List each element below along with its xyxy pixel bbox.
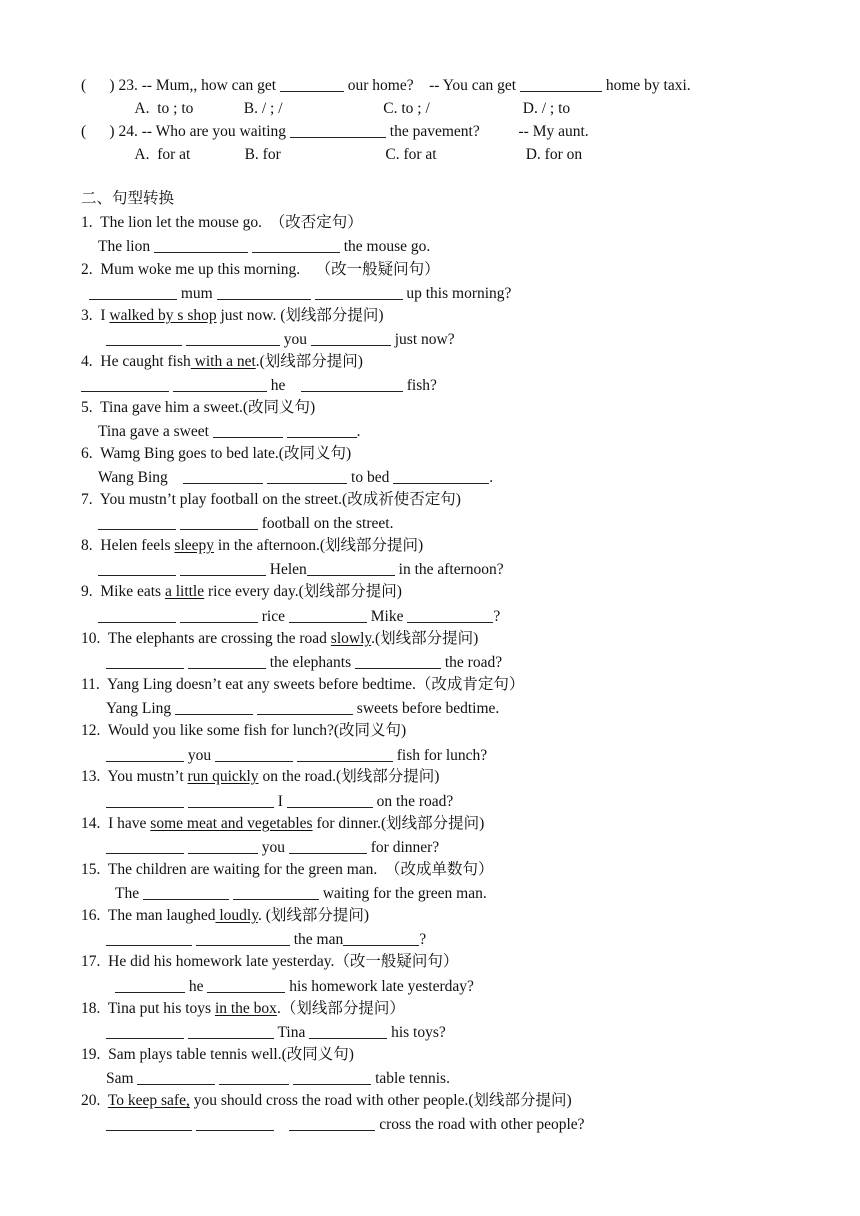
underlined-phrase: some meat and vegetables — [150, 815, 313, 832]
line-text: you — [257, 839, 289, 856]
answer-blank[interactable] — [115, 978, 185, 993]
answer-blank[interactable] — [180, 561, 266, 576]
answer-blank[interactable] — [180, 608, 258, 623]
item-line-a8 — [98, 561, 504, 579]
line-text: mum — [177, 285, 217, 302]
answer-blank[interactable] — [137, 1070, 215, 1085]
line-text: the man — [289, 931, 344, 948]
line-text: our home? -- You can get — [343, 77, 520, 94]
line-text: 6. Wamg Bing goes to bed late.(改同义句) — [81, 445, 352, 462]
line-text: A. to ; to B. / ; / C. to ; / D. / ; to — [81, 100, 571, 117]
answer-blank[interactable] — [393, 469, 489, 484]
item-line-q7 — [81, 491, 461, 509]
item-line-q17 — [81, 953, 458, 971]
line-text: Yang Ling — [106, 700, 176, 717]
answer-blank[interactable] — [98, 561, 176, 576]
line-text: 14. I have — [81, 815, 151, 832]
item-line-a2 — [89, 285, 511, 303]
line-text: Helen — [265, 561, 307, 578]
item-line-a4 — [81, 377, 437, 395]
underlined-phrase: a little — [164, 583, 205, 600]
answer-blank[interactable] — [106, 747, 184, 762]
answer-blank[interactable] — [106, 654, 184, 669]
line-text: 8. Helen feels — [81, 537, 175, 554]
line-text: 13. You mustn’t — [81, 768, 188, 785]
line-text: . — [356, 423, 361, 440]
answer-blank[interactable] — [287, 423, 357, 438]
item-line-a15 — [115, 885, 487, 903]
item-line-q15 — [81, 861, 494, 879]
line-text: on the road.(划线部分提问) — [258, 768, 440, 785]
line-text: up this morning? — [402, 285, 512, 302]
line-text: 5. Tina gave him a sweet.(改同义句) — [81, 399, 316, 416]
item-line-q1 — [81, 214, 363, 232]
answer-blank[interactable] — [98, 608, 176, 623]
answer-blank[interactable] — [309, 1024, 387, 1039]
line-text: home by taxi. — [601, 77, 691, 94]
item-line-q8 — [81, 537, 423, 555]
line-text: ? — [419, 931, 427, 948]
underlined-phrase: slowly — [330, 630, 372, 647]
line-text: ? — [493, 608, 501, 625]
line-text: sweets before bedtime. — [352, 700, 500, 717]
item-line-q2 — [81, 261, 440, 279]
line-text: in the afternoon? — [394, 561, 504, 578]
item-line-q12 — [81, 722, 406, 740]
answer-blank[interactable] — [307, 561, 395, 576]
answer-blank[interactable] — [207, 978, 285, 993]
answer-blank[interactable] — [289, 1116, 375, 1131]
line-text: you — [184, 747, 215, 764]
item-line-a1 — [98, 238, 430, 256]
line-text: 1. The lion let the mouse go. （改否定句） — [81, 214, 363, 231]
line-text: 3. I — [81, 307, 110, 324]
line-text: 11. Yang Ling doesn’t eat any sweets before bedtime.（改成肯定句） — [81, 676, 525, 693]
item-line-q19 — [81, 1046, 354, 1064]
answer-blank[interactable] — [289, 839, 367, 854]
line-text: 15. The children are waiting for the green man. （改成单数句） — [81, 861, 494, 878]
line-text: cross the road with other people? — [375, 1116, 585, 1133]
line-text — [274, 1116, 290, 1133]
answer-blank[interactable] — [290, 123, 386, 138]
answer-blank[interactable] — [106, 793, 184, 808]
answer-blank[interactable] — [106, 331, 182, 346]
item-line-a20 — [106, 1116, 585, 1134]
answer-blank[interactable] — [89, 285, 177, 300]
answer-blank[interactable] — [213, 423, 283, 438]
line-text: the elephants — [265, 654, 355, 671]
answer-blank[interactable] — [154, 238, 248, 253]
line-text: Tina gave a sweet — [98, 423, 213, 440]
line-text: 18. Tina put his toys — [81, 1000, 215, 1017]
line-text: A. for at B. for C. for at D. for on — [81, 146, 583, 163]
item-line-a14 — [106, 839, 439, 857]
line-text: fish for lunch? — [392, 747, 488, 764]
item-line-a11 — [106, 700, 499, 718]
line-text: ( ) 24. -- Who are you waiting — [81, 123, 290, 140]
item-line-a19 — [106, 1070, 450, 1088]
answer-blank[interactable] — [196, 1116, 274, 1131]
answer-blank[interactable] — [280, 77, 344, 92]
answer-blank[interactable] — [106, 839, 184, 854]
answer-blank[interactable] — [407, 608, 493, 623]
mc-line-mc24 — [81, 123, 589, 141]
answer-blank[interactable] — [301, 377, 403, 392]
underlined-phrase: in the box — [214, 1000, 277, 1017]
line-text: for dinner? — [366, 839, 440, 856]
line-text: in the afternoon.(划线部分提问) — [214, 537, 424, 554]
answer-blank[interactable] — [186, 331, 280, 346]
item-line-a9 — [98, 608, 500, 626]
underlined-phrase: sleepy — [174, 537, 215, 554]
answer-blank[interactable] — [287, 793, 373, 808]
line-text: Wang Bing — [98, 469, 184, 486]
line-text: The — [115, 885, 143, 902]
line-text: the road? — [440, 654, 503, 671]
line-text: ( ) 23. -- Mum,, how can get — [81, 77, 280, 94]
underlined-phrase: To keep safe, — [107, 1092, 190, 1109]
line-text: to bed — [347, 469, 394, 486]
item-line-q4 — [81, 353, 363, 371]
item-line-q5 — [81, 399, 315, 417]
item-line-q18 — [81, 1000, 405, 1018]
line-text: The lion — [98, 238, 154, 255]
line-text: . — [489, 469, 494, 486]
item-line-a16 — [106, 931, 426, 949]
answer-blank[interactable] — [180, 515, 258, 530]
line-text: 20. — [81, 1092, 108, 1109]
mc-line-mc23-opts — [81, 100, 570, 118]
answer-blank[interactable] — [173, 377, 267, 392]
item-line-a5 — [98, 423, 361, 441]
mc-line-mc23 — [81, 77, 691, 95]
underlined-phrase: with a net — [190, 353, 256, 370]
item-line-a3 — [106, 331, 455, 349]
line-text: . (划线部分提问) — [257, 907, 370, 924]
line-text: 10. The elephants are crossing the road — [81, 630, 331, 647]
item-line-q14 — [81, 815, 484, 833]
line-text: 19. Sam plays table tennis well.(改同义句) — [81, 1046, 354, 1063]
item-line-q3 — [81, 307, 384, 325]
line-text: he — [185, 978, 208, 995]
underlined-phrase: run quickly — [187, 768, 259, 785]
line-text: waiting for the green man. — [318, 885, 487, 902]
answer-blank[interactable] — [520, 77, 602, 92]
answer-blank[interactable] — [257, 700, 353, 715]
section-title: 二、句型转换 — [81, 190, 175, 207]
line-text: Mike — [366, 608, 408, 625]
item-line-a18 — [106, 1024, 446, 1042]
line-text: just now? — [390, 331, 455, 348]
answer-blank[interactable] — [215, 747, 293, 762]
item-line-q11 — [81, 676, 524, 694]
answer-blank[interactable] — [175, 700, 253, 715]
line-text: 17. He did his homework late yesterday.（改一般疑问句） — [81, 953, 459, 970]
answer-blank[interactable] — [188, 793, 274, 808]
line-text: Sam — [106, 1070, 138, 1087]
line-text: 16. The man laughed — [81, 907, 216, 924]
line-text: 12. Would you like some fish for lunch?(改同义句) — [81, 722, 407, 739]
item-line-a6 — [98, 469, 493, 487]
answer-blank[interactable] — [289, 608, 367, 623]
answer-blank[interactable] — [219, 1070, 289, 1085]
answer-blank[interactable] — [143, 885, 229, 900]
line-text: 4. He caught fish — [81, 353, 191, 370]
answer-blank[interactable] — [188, 1024, 274, 1039]
answer-blank[interactable] — [106, 1116, 192, 1131]
item-line-q6 — [81, 445, 351, 463]
answer-blank[interactable] — [297, 747, 393, 762]
answer-blank[interactable] — [98, 515, 176, 530]
answer-blank[interactable] — [188, 654, 266, 669]
line-text: .(划线部分提问) — [371, 630, 479, 647]
line-text: his homework late yesterday? — [285, 978, 474, 995]
item-line-a13 — [106, 793, 453, 811]
item-line-q9 — [81, 583, 402, 601]
line-text: you — [279, 331, 311, 348]
answer-blank[interactable] — [196, 931, 290, 946]
line-text: 2. Mum woke me up this morning. （改一般疑问句） — [81, 261, 440, 278]
answer-blank[interactable] — [293, 1070, 371, 1085]
answer-blank[interactable] — [315, 285, 403, 300]
line-text: you should cross the road with other people.(划线部分提问) — [189, 1092, 572, 1109]
line-text: Tina — [273, 1024, 310, 1041]
underlined-phrase: loudly — [215, 907, 258, 924]
item-line-a7 — [98, 515, 393, 533]
answer-blank[interactable] — [311, 331, 391, 346]
underlined-phrase: walked by s shop — [109, 307, 217, 324]
item-line-a17 — [115, 978, 474, 996]
item-line-q13 — [81, 768, 439, 786]
answer-blank[interactable] — [188, 839, 258, 854]
answer-blank[interactable] — [343, 931, 419, 946]
answer-blank[interactable] — [106, 931, 192, 946]
line-text: 7. You mustn’t play football on the street.(改成祈使否定句) — [81, 491, 461, 508]
line-text: for dinner.(划线部分提问) — [312, 815, 485, 832]
item-line-q20 — [81, 1092, 572, 1110]
answer-blank[interactable] — [106, 1024, 184, 1039]
line-text: rice — [257, 608, 289, 625]
line-text: fish? — [402, 377, 437, 394]
answer-blank[interactable] — [217, 285, 311, 300]
line-text: on the road? — [372, 793, 454, 810]
line-text: I — [273, 793, 287, 810]
answer-blank[interactable] — [233, 885, 319, 900]
mc-line-mc24-opts — [81, 146, 582, 164]
item-line-a12 — [106, 747, 487, 765]
line-text: he — [266, 377, 301, 394]
line-text: rice every day.(划线部分提问) — [204, 583, 402, 600]
item-line-q16 — [81, 907, 369, 925]
answer-blank[interactable] — [183, 469, 263, 484]
answer-blank[interactable] — [252, 238, 340, 253]
answer-blank[interactable] — [355, 654, 441, 669]
answer-blank[interactable] — [267, 469, 347, 484]
answer-blank[interactable] — [81, 377, 169, 392]
line-text: .（划线部分提问） — [276, 1000, 405, 1017]
line-text: the mouse go. — [339, 238, 431, 255]
line-text: .(划线部分提问) — [255, 353, 363, 370]
item-line-a10 — [106, 654, 502, 672]
line-text: his toys? — [387, 1024, 446, 1041]
line-text: 9. Mike eats — [81, 583, 165, 600]
line-text: football on the street. — [257, 515, 394, 532]
line-text: the pavement? -- My aunt. — [385, 123, 589, 140]
line-text: just now. (划线部分提问) — [216, 307, 384, 324]
line-text: table tennis. — [371, 1070, 450, 1087]
item-line-q10 — [81, 630, 478, 648]
